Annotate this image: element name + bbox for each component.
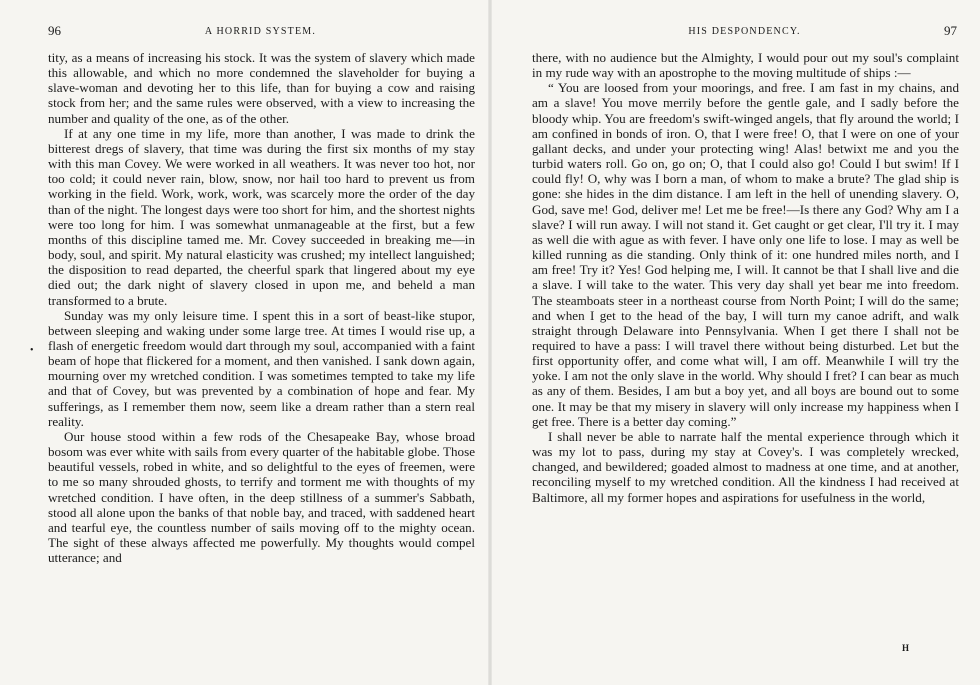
left-page-header	[48, 23, 473, 42]
right-page-header	[532, 23, 957, 42]
paragraph: If at any one time in my life, more than another, I was made to drink the bitterest dregs of slavery, that time was during the first six months of my stay with this man Covey. We were worked in all weathers. It was never too hot, nor too cold; it could never rain, blow, snow, nor hail too hard to prevent us from working in the field. Work, work, work, was scarcely more the order of the day than of the night. The longest days were too short for him, and the shortest nights were too long for him. I was somewhat unmanageable at the first, but a few months of this discipline tamed me. Mr. Covey succeeded in breaking me—in body, soul, and spirit. My natural elasticity was crushed; my intellect languished; the disposition to read departed, the cheerful spark that lingered about my eye died out; the dark night of slavery closed in upon me, and beheld a man transformed to a brute.	[48, 125, 475, 308]
paragraph: Our house stood within a few rods of the Chesapeake Bay, whose broad bosom was ever white with sails from every quarter of the habitable globe. Those beautiful vessels, robed in white, and so delightful to the eyes of freemen, were to me so many shrouded ghosts, to terrify and torment me with thoughts of my wretched condition. I have often, in the deep stillness of a summer's Sabbath, stood all alone upon the banks of that noble bay, and traced, with saddened heart and tearful eye, the countless number of sails moving off to the mighty ocean. The sight of these always affected me powerfully. My thoughts would compel utterance; and	[48, 428, 475, 566]
page-number: 97	[944, 23, 957, 38]
margin-mark: •	[30, 345, 34, 356]
running-head: A HORRID SYSTEM.	[204, 26, 317, 37]
right-page-text	[532, 50, 959, 505]
right-page	[490, 0, 980, 685]
paragraph: Sunday was my only leisure time. I spent this in a sort of beast-like stupor, between sleeping and waking under some large tree. At times I would rise up, a flash of energetic freedom would dart through my soul, accompanied with a faint beam of hope that flickered for a moment, and then vanished. I sank down again, mourning over my wretched condition. I was sometimes tempted to take my life and that of Covey, but was prevented by a combination of hope and fear. My sufferings, as I remember them now, seem like a dream rather than a stern real reality.	[48, 307, 475, 429]
paragraph: “ You are loosed from your moorings, and free. I am fast in my chains, and am a slave! You move merrily before the gentle gale, and I sadly before the bloody whip. You are freedom's swift-winged angels, that fly around the world; I am confined in bonds of iron. O, that I were free! O, that I were on one of your gallant decks, and under your protecting wing! Alas! betwixt me and you the turbid waters roll. Go on, go on; O, that I could also go! Could I but swim! If I could fly! O, why was I born a man, of whom to make a brute? The glad ship is gone: she hides in the dim distance. I am left in the hell of unending slavery. O, God, save me! God, deliver me! Let me be free!—Is there any God? Why am I a slave? I will run away. I will not stand it. Get caught or get clear, I'll try it. I may as well die with ague as with fever. I have only one life to lose. I may as well be killed running as die standing. Only think of it: one hundred miles north, and I am free! Try it? Yes! God helping me, I will. It cannot be that I shall live and die a slave. I will take to the water. This very day shall yet bear me into freedom. The steamboats steer in a northeast course from North Point; I will do the same; and when I get to the head of the bay, I will turn my canoe adrift, and walk straight through Delaware into Pennsylvania. When I get there I shall not be required to have a pass: I will travel there without being disturbed. Let but the first opportunity offer, and come what will, I am off. Meanwhile I will try the yoke. I am not the only slave in the world. Why should I fret? I can bear as much as any of them. Besides, I am but a boy yet, and all boys are bound out to some one. It may be that my misery in slavery will only increase my happiness when I get free. There is a better day coming.”	[532, 80, 959, 429]
left-page-text	[48, 50, 475, 565]
paragraph: there, with no audience but the Almighty, I would pour out my soul's complaint in my rude way with an apostrophe to the moving multitude of ships :—	[532, 50, 959, 81]
paragraph: tity, as a means of increasing his stock. It was the system of slavery which made this allowable, and which no more condemned the slaveholder for buying a slave-woman and devoting her to this life, than for buying a cow and raising stock from her; and the same rules were observed, with a view to increasing the number and quality of the one, as of the other.	[48, 50, 475, 126]
paragraph: I shall never be able to narrate half the mental experience through which it was my lot to pass, during my stay at Covey's. I was completely wrecked, changed, and bewildered; goaded almost to madness at one time, and at another, reconciling myself to my wretched condition. All the kindness I had received at Baltimore, all my former hopes and aspirations for usefulness in the world,	[532, 428, 959, 505]
page-number: 96	[48, 23, 61, 38]
running-head: HIS DESPONDENCY.	[688, 26, 801, 37]
signature-mark: H	[901, 643, 910, 653]
